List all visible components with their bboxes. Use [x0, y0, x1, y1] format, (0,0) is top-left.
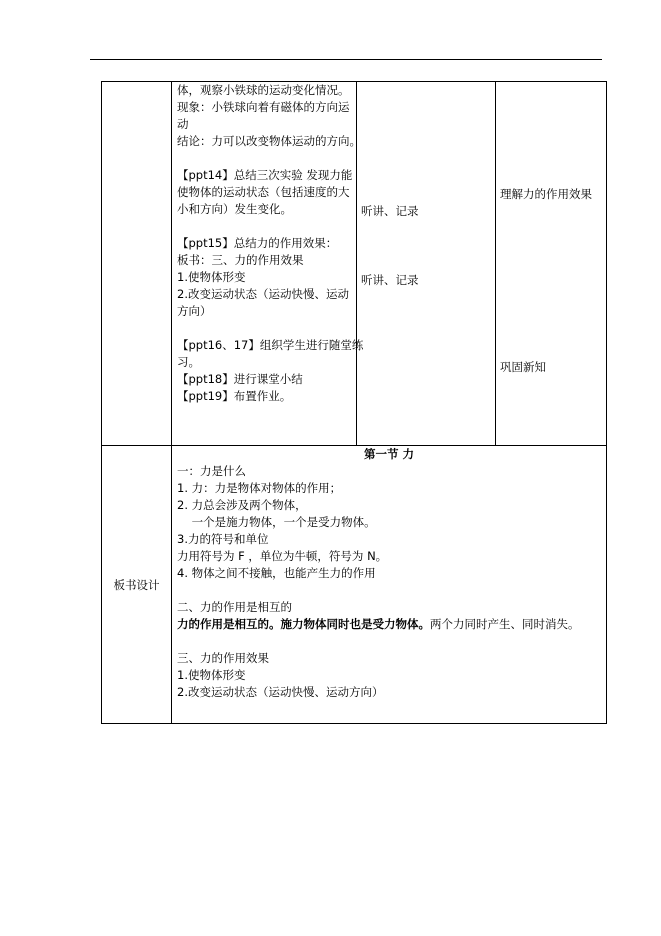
teacher-activity-line	[172, 320, 356, 337]
student-activity-cell	[357, 82, 496, 446]
board-title: 第一节 力	[363, 447, 414, 461]
board-design-label: 板书设计	[102, 446, 172, 724]
board-line: 1.使物体形变	[177, 668, 246, 682]
teacher-activity-line: 结论：力可以改变物体运动的方向。	[177, 134, 361, 148]
board-line: 4. 物体之间不接触，也能产生力的作用	[177, 566, 376, 580]
teacher-activity-line: 使物体的运动状态（包括速度的大	[177, 185, 350, 199]
teacher-activity-lines	[172, 82, 364, 405]
design-intent-cell	[496, 82, 607, 446]
teacher-activity-line	[172, 150, 356, 167]
lesson-plan-table	[101, 81, 607, 724]
teacher-activity-line: 【ppt15】总结力的作用效果：	[177, 236, 338, 250]
board-line: 力用符号为 F ，单位为牛顿，符号为 N。	[177, 549, 388, 563]
board-line: 一：力是什么	[177, 464, 246, 478]
student-activity-2: 听讲、记录	[361, 273, 419, 287]
teaching-process-row	[102, 82, 607, 446]
board-line: 1. 力：力是物体对物体的作用；	[177, 481, 342, 495]
teacher-activity-cell	[172, 82, 364, 446]
board-line	[172, 582, 606, 599]
board-line: 2. 力总会涉及两个物体，	[177, 498, 307, 512]
teacher-activity-line	[172, 218, 356, 235]
teacher-activity-line: 【ppt14】总结三次实验 发现力能	[177, 168, 353, 182]
student-activity-1: 听讲、记录	[361, 204, 419, 218]
teacher-activity-line: 【ppt19】布置作业。	[177, 389, 292, 403]
board-bold-sentence: 力的作用是相互的。施力物体同时也是受力物体。	[177, 617, 430, 631]
teacher-activity-line: 现象：小铁球向着有磁体的方向运	[177, 100, 350, 114]
board-lines	[172, 463, 606, 701]
row1-label-cell	[102, 82, 172, 446]
board-line: 3.力的符号和单位	[177, 532, 269, 546]
board-line: 二、力的作用是相互的	[177, 600, 292, 614]
teacher-activity-line: 2.改变运动状态（运动快慢、运动	[177, 287, 349, 301]
board-line: 三、力的作用效果	[177, 651, 269, 665]
teacher-activity-line: 习。	[177, 355, 200, 369]
teacher-activity-line: 动	[177, 117, 189, 131]
teacher-activity-line: 【ppt16、17】组织学生进行随堂练	[177, 338, 364, 352]
header-rule	[90, 59, 602, 60]
teacher-activity-line: 1.使物体形变	[177, 270, 246, 284]
board-design-row	[102, 446, 607, 724]
design-intent-2: 巩固新知	[500, 360, 546, 374]
board-line: 一个是施力物体，一个是受力物体。	[177, 515, 376, 529]
teacher-activity-line: 体，观察小铁球的运动变化情况。	[177, 83, 350, 97]
teacher-activity-line: 小和方向）发生变化。	[177, 202, 292, 216]
board-line	[172, 633, 606, 650]
board-design-content	[172, 446, 607, 724]
teacher-activity-line: 【ppt18】进行课堂小结	[177, 372, 303, 386]
board-rest-sentence: 两个力同时产生、同时消失。	[430, 617, 580, 631]
design-intent-1: 理解力的作用效果	[500, 187, 592, 201]
board-line-mutual	[172, 616, 606, 633]
teacher-activity-line: 方向）	[177, 304, 212, 318]
teacher-activity-line: 板书：三、力的作用效果	[177, 253, 304, 267]
board-line: 2.改变运动状态（运动快慢、运动方向）	[177, 685, 384, 699]
